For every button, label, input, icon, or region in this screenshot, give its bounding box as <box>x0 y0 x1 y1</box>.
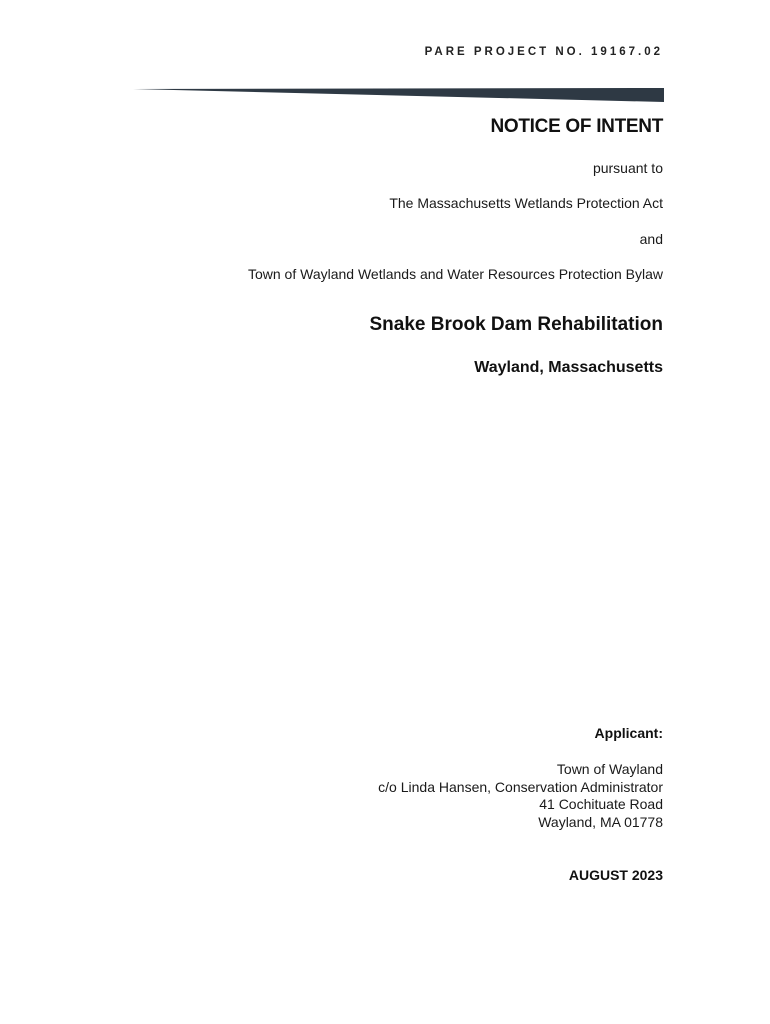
document-title: NOTICE OF INTENT <box>490 116 663 137</box>
project-location: Wayland, Massachusetts <box>474 359 663 376</box>
address-line: 41 Cochituate Road <box>539 796 663 812</box>
applicant-label: Applicant: <box>594 725 663 741</box>
project-number: PARE PROJECT NO. 19167.02 <box>424 46 663 58</box>
header-rule-wedge <box>133 88 664 102</box>
project-title: Snake Brook Dam Rehabilitation <box>369 314 663 335</box>
act-text: The Massachusetts Wetlands Protection Act <box>389 195 663 211</box>
address-line: Wayland, MA 01778 <box>538 813 663 830</box>
bylaw-text: Town of Wayland Wetlands and Water Resources Protection Bylaw <box>247 266 663 282</box>
header-rule <box>133 86 664 104</box>
conjunction-text: and <box>639 231 663 247</box>
address-line: c/o Linda Hansen, Conservation Administrator <box>378 778 663 795</box>
pursuant-text: pursuant to <box>592 160 663 176</box>
applicant-address <box>378 761 663 831</box>
document-date: AUGUST 2023 <box>568 867 663 883</box>
address-line: Town of Wayland <box>556 761 663 777</box>
